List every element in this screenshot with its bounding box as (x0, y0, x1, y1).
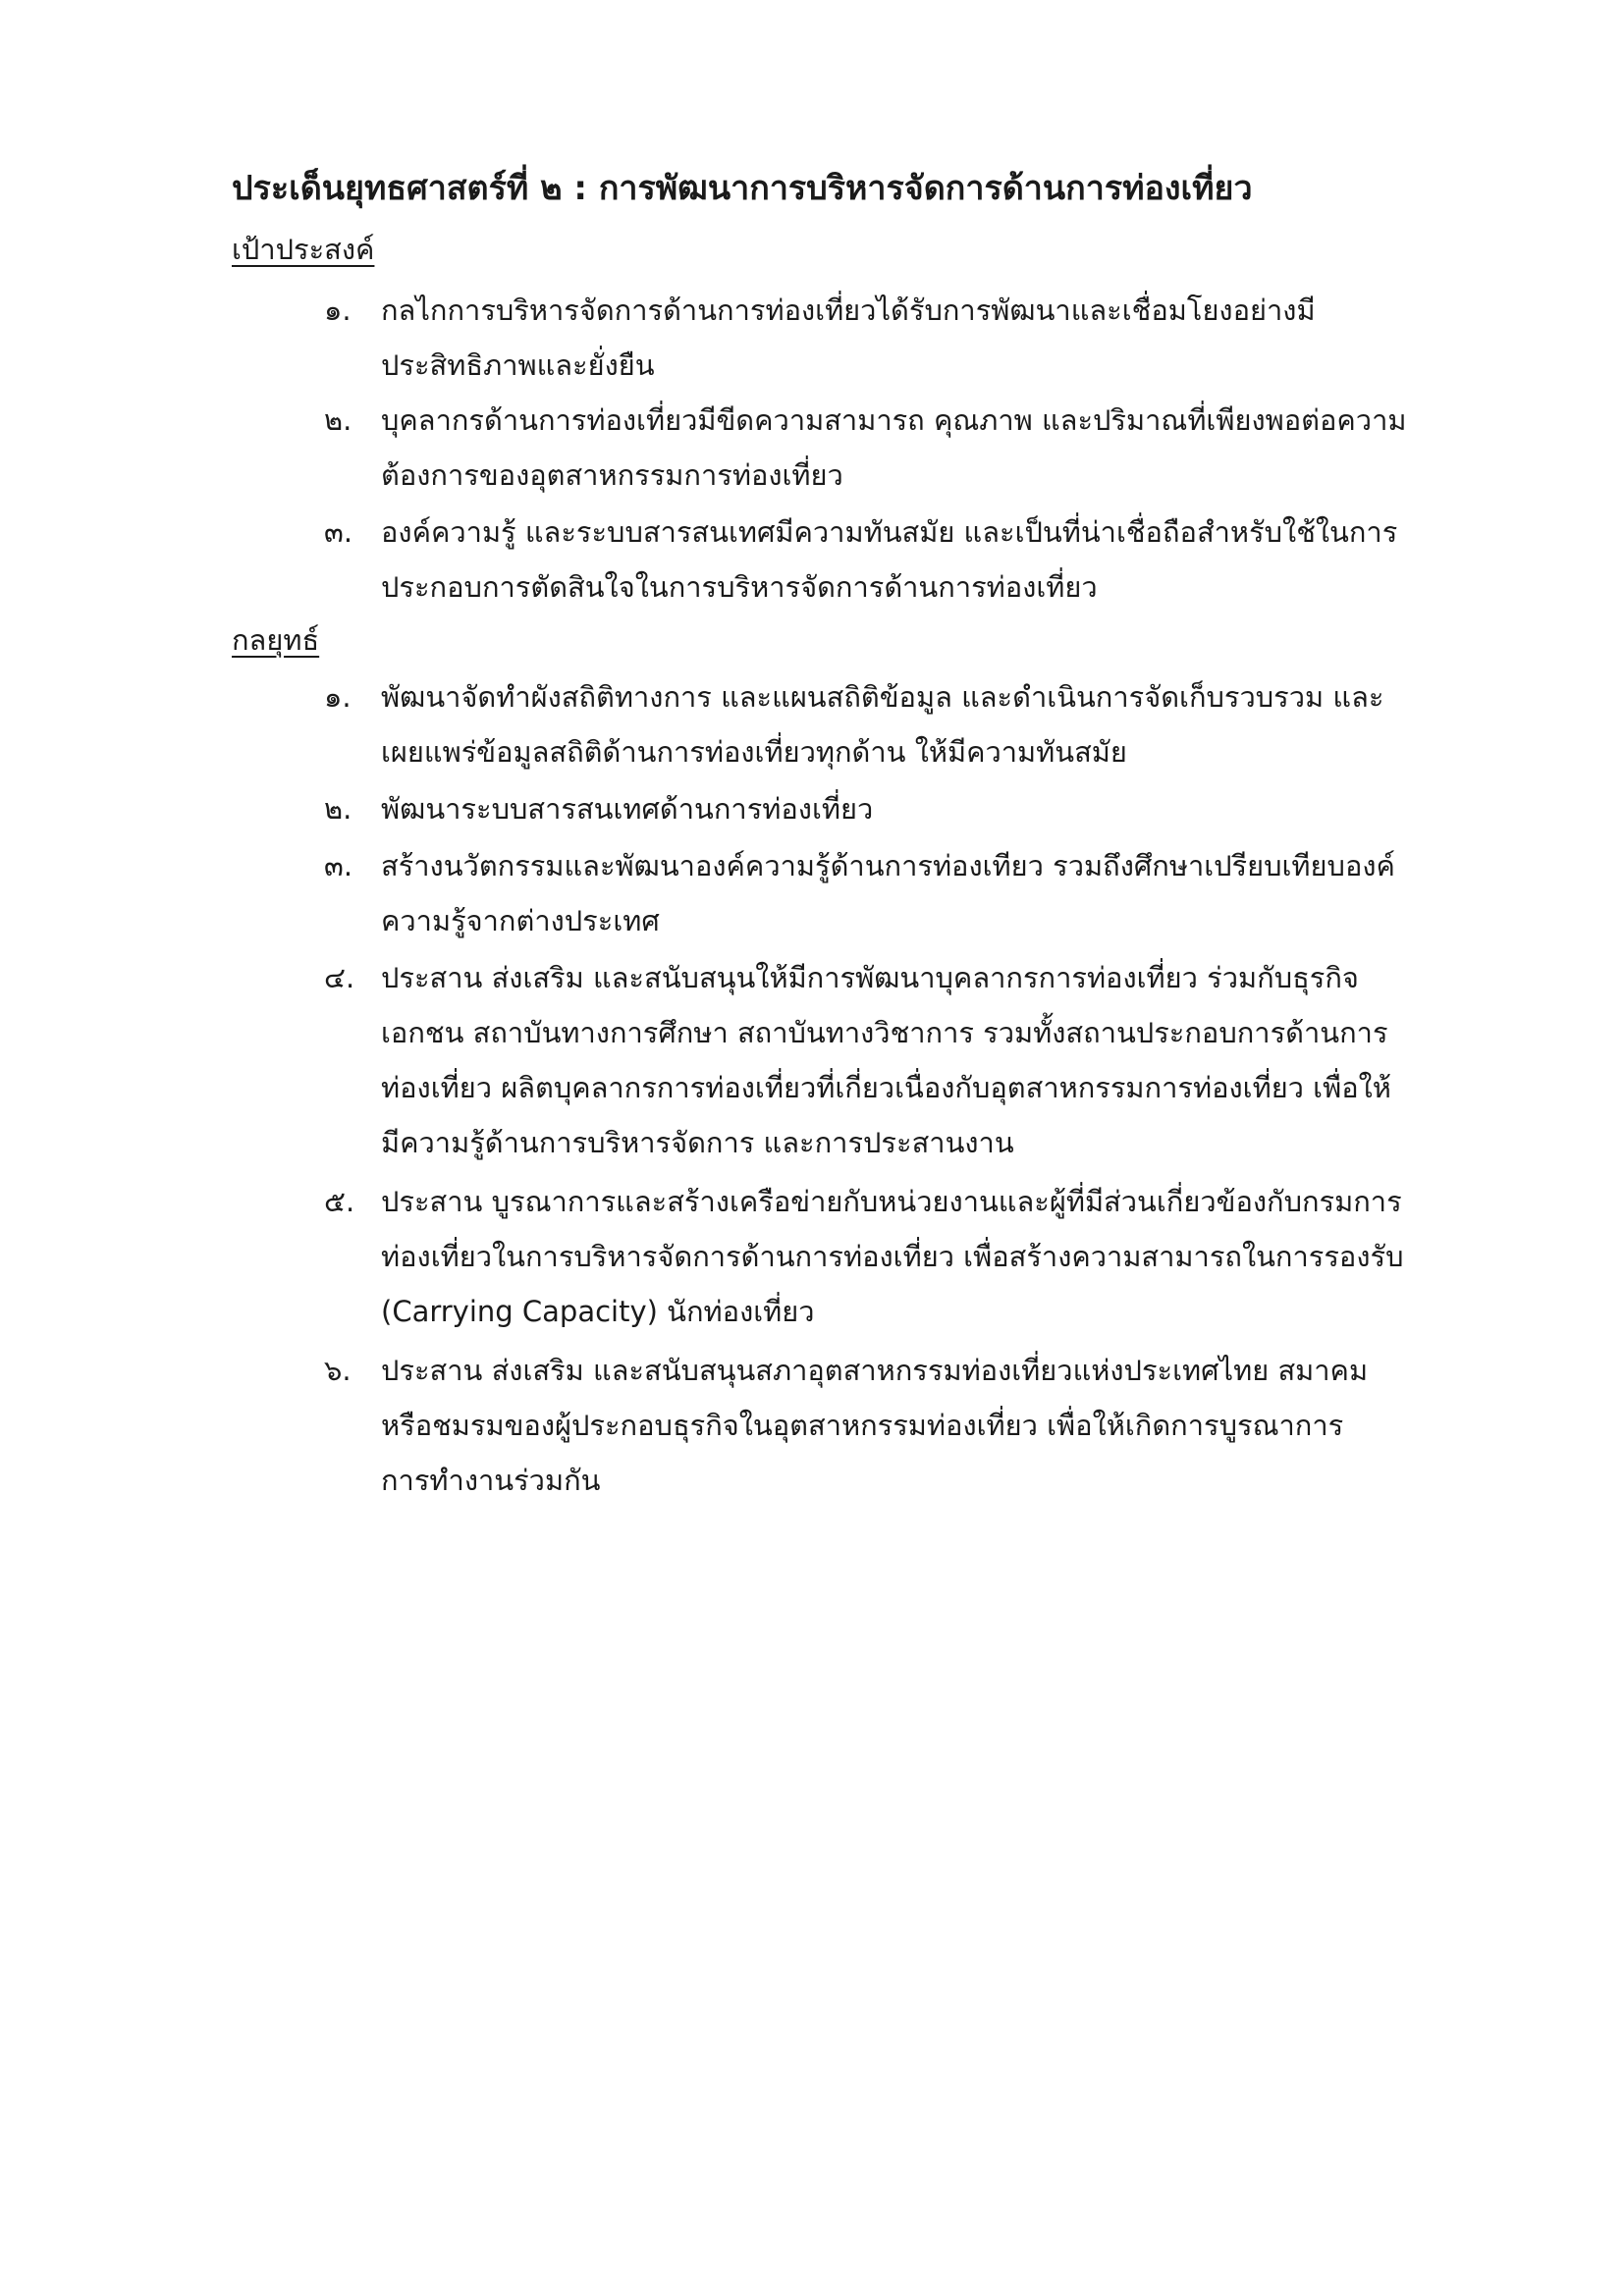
item-line: ท่องเที่ยว ผลิตบุคลากรการท่องเที่ยวที่เกี่ยวเนื่องกับอุตสาหกรรมการท่องเที่ยว เพื่อให้ (381, 1071, 1391, 1104)
item-number: ๑. (324, 294, 352, 327)
item-number: ๓. (324, 515, 353, 549)
item-line: ประสาน ส่งเสริม และสนับสนุนให้มีการพัฒนาบุคลากรการท่องเที่ยว ร่วมกับธุรกิจ (381, 961, 1359, 994)
item-line: (Carrying Capacity) นักท่องเที่ยว (381, 1295, 815, 1328)
strategy-item-3 (324, 838, 1483, 948)
item-line: การทำงานร่วมกัน (381, 1464, 601, 1497)
item-line: ประสิทธิภาพและยั่งยืน (381, 348, 655, 382)
item-number: ๔. (324, 961, 355, 994)
strategy-item-1 (324, 669, 1483, 779)
item-line: มีความรู้ด้านการบริหารจัดการ และการประสานงาน (381, 1126, 1014, 1159)
item-line: พัฒนาระบบสารสนเทศด้านการท่องเที่ยว (381, 792, 874, 826)
item-line: เอกชน สถาบันทางการศึกษา สถาบันทางวิชาการ รวมทั้งสถานประกอบการด้านการ (381, 1016, 1388, 1049)
item-line: กลไกการบริหารจัดการด้านการท่องเที่ยวได้รับการพัฒนาและเชื่อมโยงอย่างมี (381, 294, 1316, 327)
objective-item-2 (324, 393, 1483, 503)
item-number: ๖. (324, 1354, 352, 1387)
objectives-heading: เป้าประสงค์ (232, 233, 375, 266)
item-line: ความรู้จากต่างประเทศ (381, 904, 660, 937)
item-line: พัฒนาจัดทำผังสถิติทางการ และแผนสถิติข้อมูล และดำเนินการจัดเก็บรวบรวม และ (381, 680, 1384, 714)
item-line: ประสาน ส่งเสริม และสนับสนุนสภาอุตสาหกรรมท่องเที่ยวแห่งประเทศไทย สมาคม (381, 1354, 1369, 1387)
item-line: บุคลากรด้านการท่องเที่ยวมีขีดความสามารถ คุณภาพ และปริมาณที่เพียงพอต่อความ (381, 403, 1407, 437)
item-line: องค์ความรู้ และระบบสารสนเทศมีความทันสมัย และเป็นที่น่าเชื่อถือสำหรับใช้ในการ (381, 515, 1398, 549)
item-number: ๑. (324, 680, 352, 714)
page-title: ประเด็นยุทธศาสตร์ที่ ๒ : การพัฒนาการบริหารจัดการด้านการท่องเที่ยว (232, 169, 1253, 208)
strategy-item-4 (324, 950, 1483, 1170)
strategies-heading: กลยุทธ์ (232, 623, 320, 657)
item-line: หรือชมรมของผู้ประกอบธุรกิจในอุตสาหกรรมท่องเที่ยว เพื่อให้เกิดการบูรณาการ (381, 1409, 1344, 1442)
item-line: ต้องการของอุตสาหกรรมการท่องเที่ยว (381, 458, 843, 492)
item-number: ๒. (324, 792, 352, 826)
item-line: สร้างนวัตกรรมและพัฒนาองค์ความรู้ด้านการท่องเทียว รวมถึงศึกษาเปรียบเทียบองค์ (381, 849, 1395, 882)
objective-item-1 (324, 283, 1483, 393)
item-line: ประกอบการตัดสินใจในการบริหารจัดการด้านการท่องเที่ยว (381, 570, 1098, 604)
item-number: ๓. (324, 849, 353, 882)
item-line: ท่องเที่ยวในการบริหารจัดการด้านการท่องเที่ยว เพื่อสร้างความสามารถในการรองรับ (381, 1240, 1404, 1273)
item-number: ๕. (324, 1185, 355, 1218)
item-line: ประสาน บูรณาการและสร้างเครือข่ายกับหน่วยงานและผู้ที่มีส่วนเกี่ยวข้องกับกรมการ (381, 1185, 1402, 1218)
strategy-item-5 (324, 1174, 1483, 1339)
strategy-item-2 (324, 781, 1483, 836)
strategy-item-6 (324, 1343, 1483, 1508)
objective-item-3 (324, 505, 1483, 614)
item-line: เผยแพร่ข้อมูลสถิติด้านการท่องเที่ยวทุกด้าน ให้มีความทันสมัย (381, 735, 1127, 769)
item-number: ๒. (324, 403, 352, 437)
